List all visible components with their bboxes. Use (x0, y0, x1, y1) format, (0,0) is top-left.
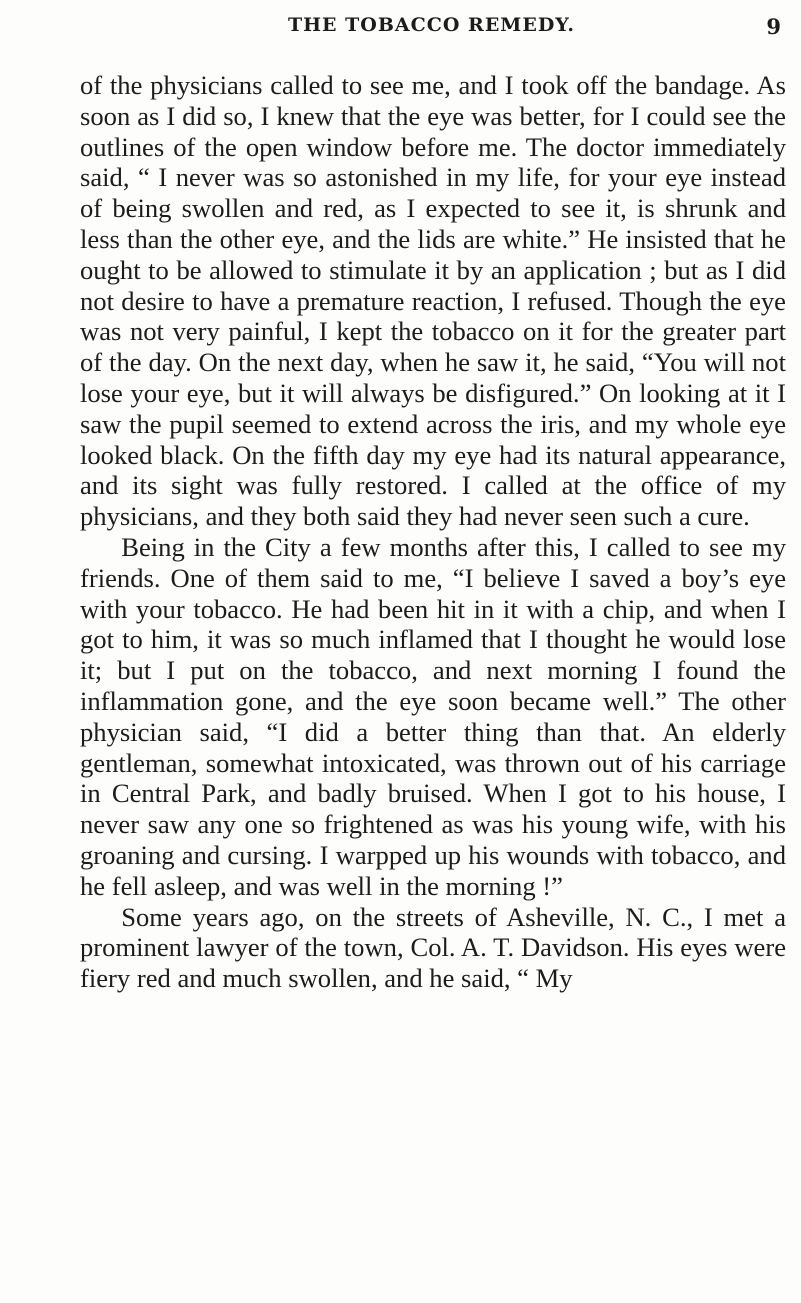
body-text (80, 70, 786, 994)
paragraph-city-visit: Being in the City a few months after this, I called to see my friends. One of them said to me, “I believe I saved a boy’s eye with your tobacco. He had been hit in it with a chip, and when I got to him, it was so much inflamed that I thought he would lose it; but I put on the tobacco, and next morning I found the inflammation gone, and the eye soon became well.” The other physician said, “I did a better thing than that. An elderly gentleman, somewhat intoxicated, was thrown out of his carriage in Central Park, and badly bruised. When I got to his house, I never saw any one so frightened as was his young wife, with his groaning and cursing. I warpped up his wounds with tobacco, and he fell asleep, and was well in the morning !” (80, 531, 786, 901)
running-title: THE TOBACCO REMEDY. (287, 14, 576, 36)
running-head (80, 14, 783, 44)
paragraph-continued: of the physicians called to see me, and I took off the bandage. As soon as I did so, I knew that the eye was better, for I could see the outlines of the open window before me. The doctor immediately said, “ I never was so astonished in my life, for your eye instead of being swollen and red, as I expected to see it, is shrunk and less than the other eye, and the lids are white.” He insisted that he ought to be allowed to stimulate it by an application ; but as I did not desire to have a premature reaction, I refused. Though the eye was not very painful, I kept the tobacco on it for the greater part of the day. On the next day, when he saw it, he said, “You will not lose your eye, but it will always be disfigured.” On looking at it I saw the pupil seemed to extend across the iris, and my whole eye looked black. On the fifth day my eye had its natural appearance, and its sight was fully restored. I called at the office of my physicians, and they both said they had never seen such a cure. (80, 70, 786, 532)
paragraph-asheville: Some years ago, on the streets of Asheville, N. C., I met a prominent lawyer of the town, Col. A. T. Davidson. His eyes were fiery red and much swollen, and he said, “ My (80, 901, 786, 994)
page-number: 9 (766, 14, 781, 39)
